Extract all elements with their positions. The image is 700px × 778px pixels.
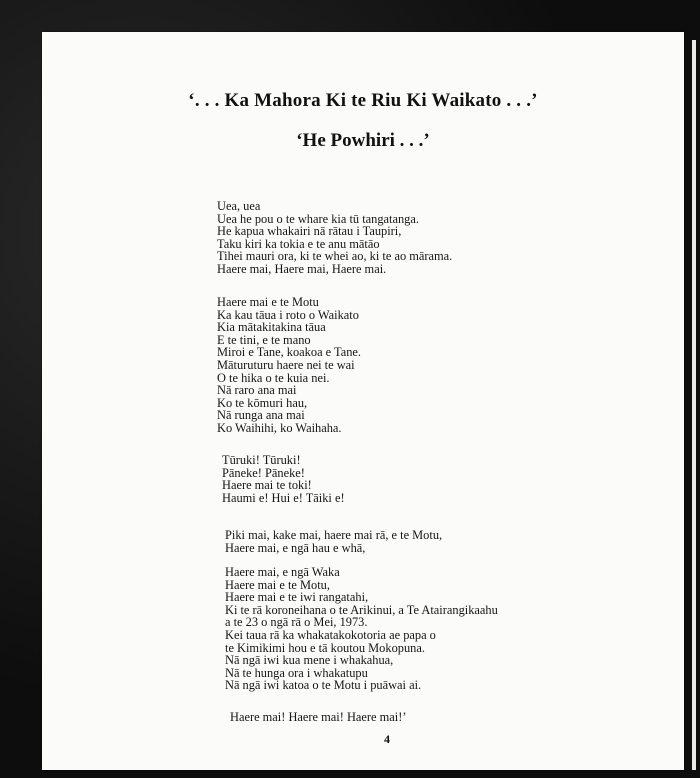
stanza-1 (217, 200, 452, 276)
verse-line: Haere mai e te Motu, (225, 577, 330, 592)
verse-line: Haere mai e te Motu (217, 295, 319, 309)
verse-line: Taku kiri ka tokia e te anu mātāo (217, 236, 380, 251)
verse-line: a te 23 o ngā rā o Mei, 1973. (225, 615, 368, 630)
verse-line: Nā ngā iwi kua mene i whakahua, (225, 653, 394, 668)
verse-line: Haumi e! Hui e! Tāiki e! (222, 490, 345, 505)
verse-line: Ko Waihihi, ko Waihaha. (217, 420, 342, 435)
verse-line: Haere mai, Haere mai, Haere mai. (217, 261, 387, 276)
verse-line: Ka kau tāua i roto o Waikato (217, 307, 359, 322)
verse-line: Nā raro ana mai (217, 383, 297, 398)
verse-line: Kei taua rā ka whakatakokotoria ae papa o (225, 627, 436, 642)
next-page-edge (692, 40, 696, 770)
verse-line: Haere mai, e ngā hau e whā, (225, 540, 366, 555)
verse-line: E te tini, e te mano (217, 332, 311, 347)
verse-line: Kia mātakitakina tāua (217, 320, 326, 335)
document-page (42, 32, 684, 770)
verse-line: Māturuturu haere nei te wai (217, 357, 355, 372)
verse-line: Tihei mauri ora, ki te whei ao, ki te ao mārama. (217, 249, 453, 264)
verse-line: Uea he pou o te whare kia tū tangatanga. (217, 211, 419, 226)
page-title: ‘. . . Ka Mahora Ki te Riu Ki Waikato . . .’ (188, 90, 538, 111)
verse-line: O te hika o te kuia nei. (217, 370, 330, 385)
verse-line: Nā te hunga ora i whakatupu (225, 665, 368, 680)
verse-line: Tūruki! Tūruki! (222, 453, 301, 467)
verse-line: Ko te kōmuri hau, (217, 395, 308, 410)
stanza-3 (222, 454, 345, 504)
verse-line: Haere mai! Haere mai! Haere mai!’ (230, 710, 407, 724)
verse-line: Nā runga ana mai (217, 408, 305, 423)
verse-line: Haere mai te toki! (222, 478, 312, 493)
verse-line: Haere mai e te iwi rangatahi, (225, 590, 369, 605)
page-number: 4 (384, 732, 390, 746)
verse-line: Nā ngā iwi katoa o te Motu i puāwai ai. (225, 678, 422, 693)
verse-line: Haere mai, e ngā Waka (225, 565, 340, 579)
verse-line: Uea, uea (217, 199, 261, 213)
verse-line: Miroi e Tane, koakoa e Tane. (217, 345, 362, 360)
verse-line: Pāneke! Pāneke! (222, 465, 305, 480)
verse-line: te Kimikimi hou e tā koutou Mokopuna. (225, 640, 425, 655)
verse-line: Piki mai, kake mai, haere mai rā, e te Motu, (225, 528, 443, 542)
verse-line: He kapua whakairi nā rātau i Taupiri, (217, 224, 402, 239)
stanza-5 (225, 566, 498, 692)
stanza-4 (225, 529, 442, 554)
stanza-6 (230, 711, 406, 724)
verse-line: Ki te rā koroneihana o te Arikinui, a Te Atairangikaahu (225, 602, 498, 617)
stanza-2 (217, 296, 361, 435)
page-subtitle: ‘He Powhiri . . .’ (296, 130, 430, 151)
